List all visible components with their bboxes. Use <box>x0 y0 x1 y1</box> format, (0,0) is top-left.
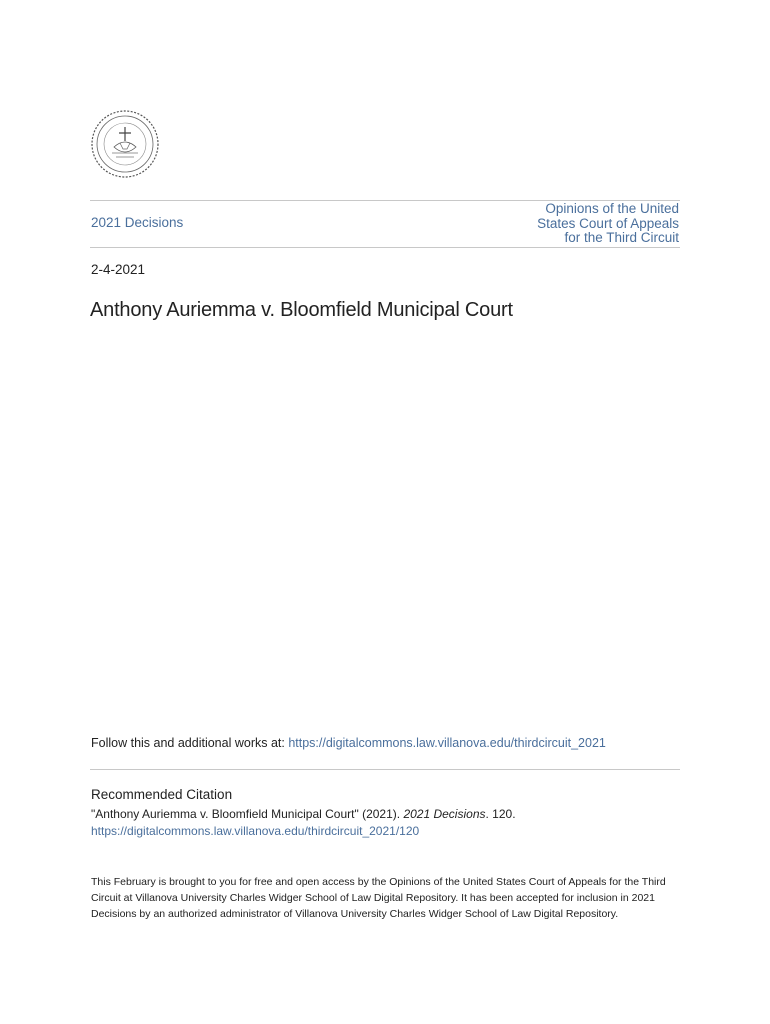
follow-prefix: Follow this and additional works at: <box>91 736 289 750</box>
access-notice: This February is brought to you for free and open access by the Opinions of the United States Court of Appeals for the Third Circuit at Villanova University Charles Widger School of Law Digital Repository. It has been accepted for inclusion in 2021 Decisions by an authorized administrator of Villanova University Charles Widger School of Law Digital Repository. <box>91 876 666 920</box>
follow-line <box>91 736 606 750</box>
citation-heading: Recommended Citation <box>91 787 233 802</box>
citation-url-link[interactable]: https://digitalcommons.law.villanova.edu/thirdcircuit_2021/120 <box>91 824 420 838</box>
collection-link[interactable]: 2021 Decisions <box>91 215 184 230</box>
series-link-line: for the Third Circuit <box>564 230 679 245</box>
citation-text: "Anthony Auriemma v. Bloomfield Municipal Court" (2021). <box>91 807 404 821</box>
document-date: 2-4-2021 <box>91 262 146 277</box>
citation-body <box>91 806 691 840</box>
follow-url-link[interactable]: https://digitalcommons.law.villanova.edu/thirdcircuit_2021 <box>288 736 606 750</box>
series-link[interactable] <box>479 202 679 246</box>
header-bottom-rule <box>90 247 680 248</box>
university-seal-icon <box>90 107 160 181</box>
citation-number: . 120. <box>485 807 516 821</box>
citation-collection-italic: 2021 Decisions <box>403 807 486 821</box>
series-link-line: States Court of Appeals <box>537 215 679 231</box>
document-title: Anthony Auriemma v. Bloomfield Municipal Court <box>90 299 513 321</box>
citation-rule <box>90 769 680 770</box>
series-link-line: Opinions of the United <box>545 201 679 216</box>
